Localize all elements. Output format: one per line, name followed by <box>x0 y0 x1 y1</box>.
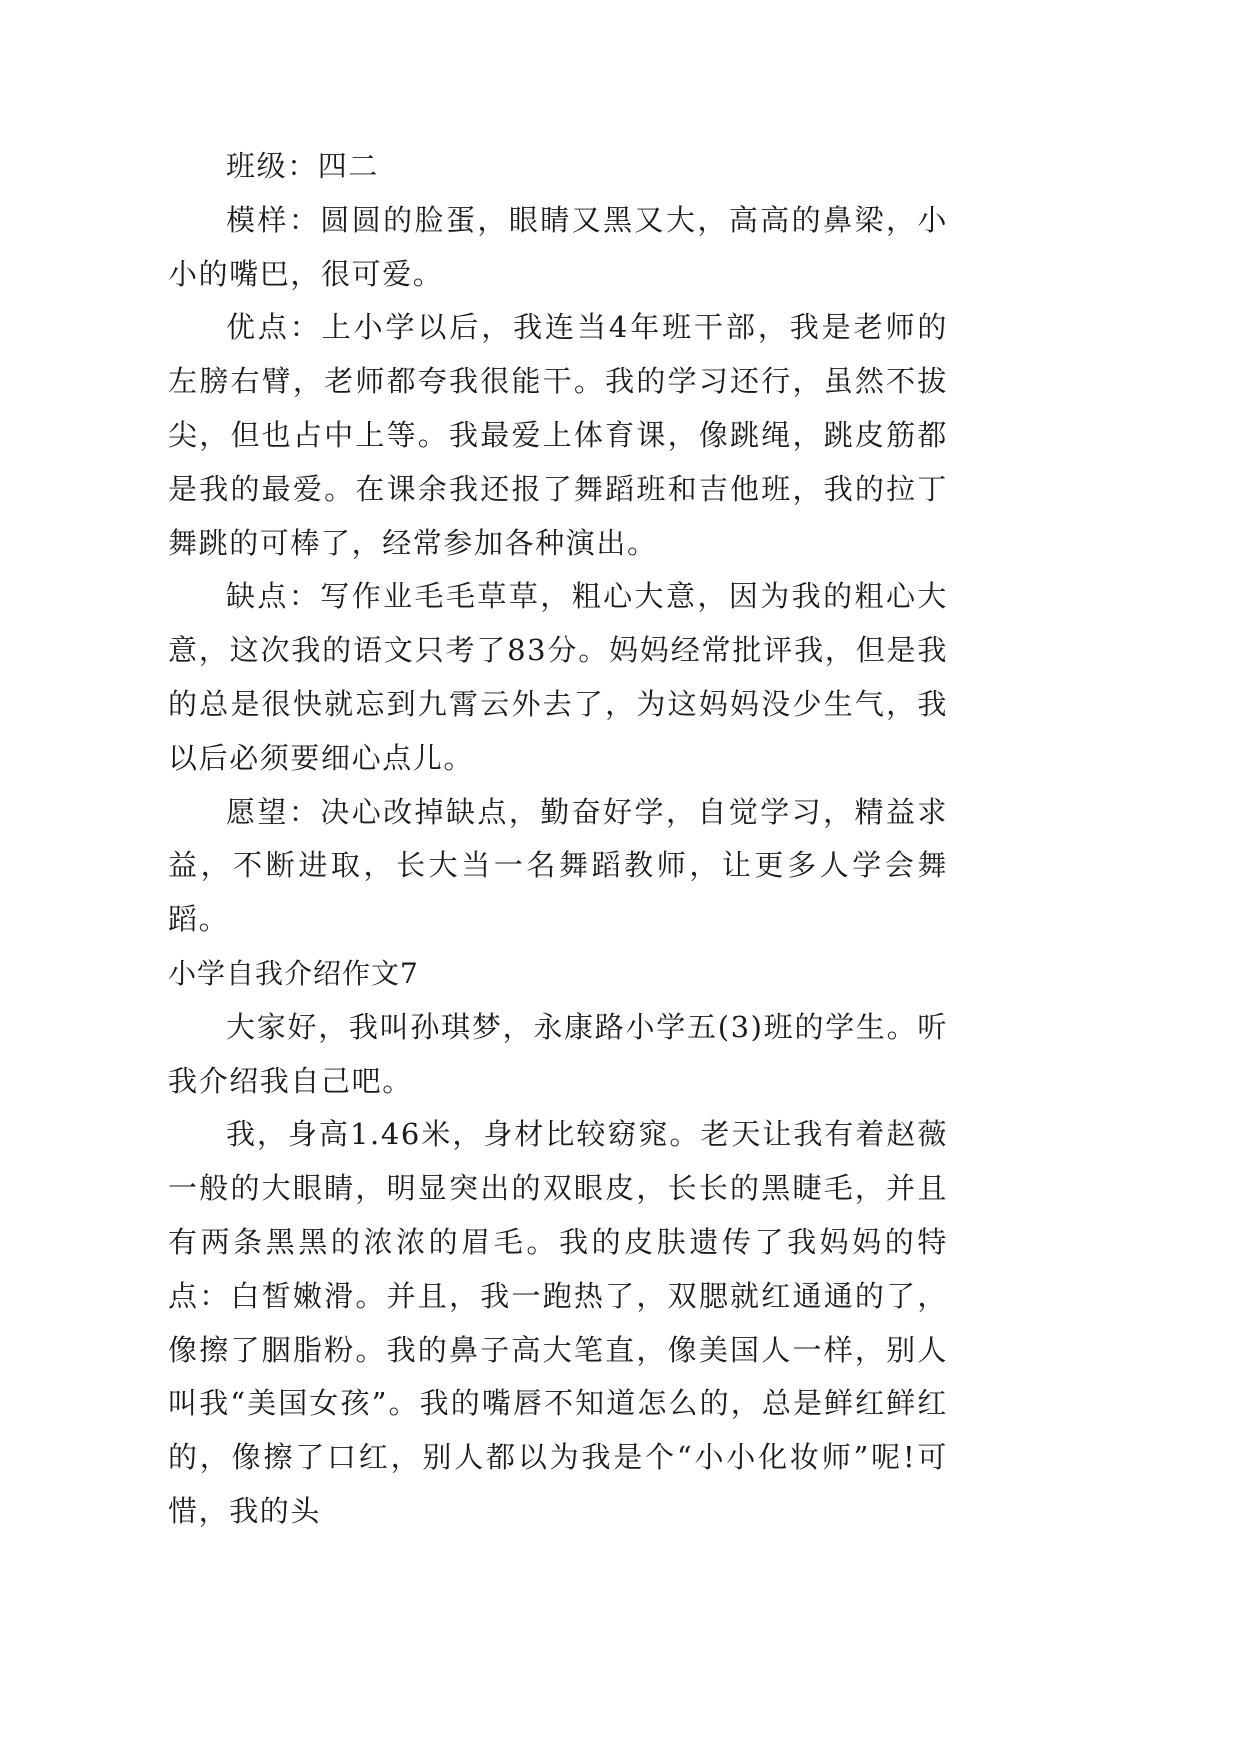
intro-paragraph: 大家好，我叫孙琪梦，永康路小学五(3)班的学生。听我介绍我自己吧。 <box>168 1009 948 1098</box>
wishes-paragraph: 愿望：决心改掉缺点，勤奋好学，自觉学习，精益求益，不断进取，长大当一名舞蹈教师，让更多人学会舞蹈。 <box>168 794 948 937</box>
document-body <box>168 140 948 1539</box>
looks-paragraph: 模样：圆圆的脸蛋，眼睛又黑又大，高高的鼻梁，小小的嘴巴，很可爱。 <box>168 202 948 291</box>
weaknesses-paragraph: 缺点：写作业毛毛草草，粗心大意，因为我的粗心大意，这次我的语文只考了83分。妈妈经常批评我，但是我的总是很快就忘到九霄云外去了，为这妈妈没少生气，我以后必须要细心点儿。 <box>168 579 948 775</box>
class-paragraph: 班级：四二 <box>226 149 380 183</box>
strengths-paragraph: 优点：上小学以后，我连当4年班干部，我是老师的左膀右臂，老师都夸我很能干。我的学习还行，虽然不拔尖，但也占中上等。我最爱上体育课，像跳绳，跳皮筋都是我的最爱。在课余我还报了舞蹈班和吉他班，我的拉丁舞跳的可棒了，经常参加各种演出。 <box>168 310 948 560</box>
appearance-paragraph: 我，身高1.46米，身材比较窈窕。老天让我有着赵薇一般的大眼睛，明显突出的双眼皮，长长的黑睫毛，并且有两条黑黑的浓浓的眉毛。我的皮肤遗传了我妈妈的特点：白皙嫩滑。并且，我一跑热了，双腮就红通通的了，像擦了胭脂粉。我的鼻子高大笔直，像美国人一样，别人叫我“美国女孩”。我的嘴唇不知道怎么的，总是鲜红鲜红的，像擦了口红，别人都以为我是个“小小化妆师”呢!可惜，我的头 <box>168 1117 948 1528</box>
essay-title: 小学自我介绍作文7 <box>168 956 419 990</box>
